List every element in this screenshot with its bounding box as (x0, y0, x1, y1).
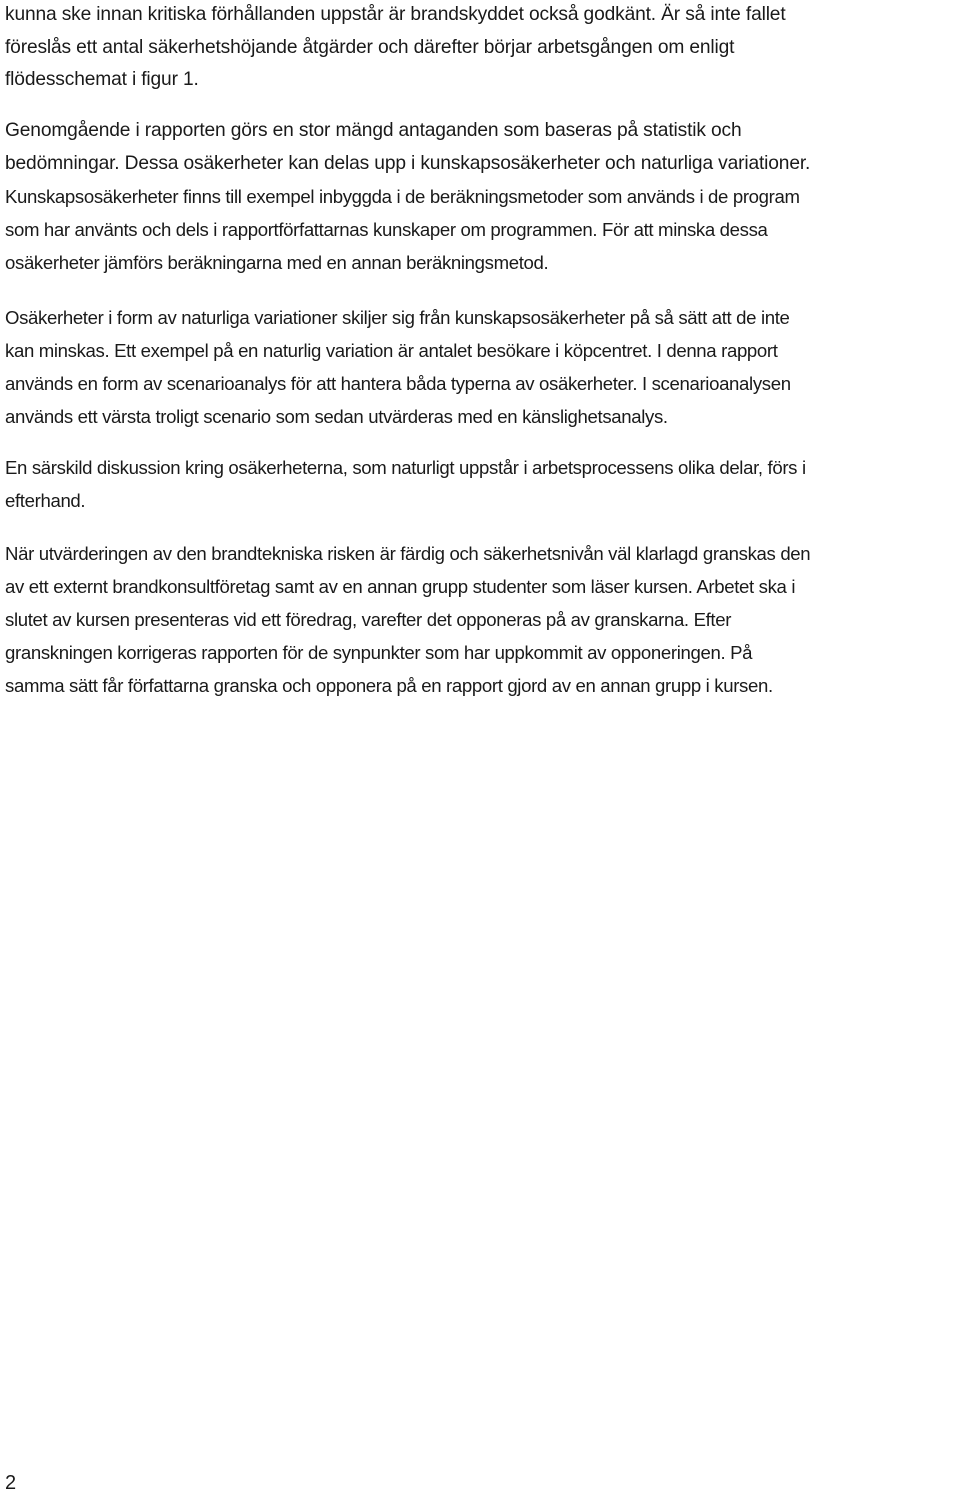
paragraph-diskussion (5, 451, 806, 517)
text-line: kunna ske innan kritiska förhållanden uppstår är brandskyddet också godkänt. Är så inte fallet (5, 4, 786, 25)
text-line: efterhand. (5, 490, 86, 511)
paragraph-antaganden (5, 115, 810, 279)
text-line: En särskild diskussion kring osäkerheterna, som naturligt uppstår i arbetsprocessens olika delar, förs i (5, 457, 806, 478)
text-line: samma sätt får författarna granska och opponera på en rapport gjord av en annan grupp i kursen. (5, 675, 773, 696)
text-line: osäkerheter jämförs beräkningarna med en annan beräkningsmetod. (5, 252, 549, 273)
text-line: slutet av kursen presenteras vid ett föredrag, varefter det opponeras på av granskarna. Efter (5, 609, 732, 630)
text-line: kan minskas. Ett exempel på en naturlig variation är antalet besökare i köpcentret. I denna rapport (5, 340, 778, 361)
text-line: Osäkerheter i form av naturliga variationer skiljer sig från kunskapsosäkerheter på så sätt att de inte (5, 307, 790, 328)
text-line: bedömningar. Dessa osäkerheter kan delas upp i kunskapsosäkerheter och naturliga variationer. (5, 152, 811, 174)
text-line: föreslås ett antal säkerhetshöjande åtgärder och därefter börjar arbetsgången om enligt (5, 36, 735, 58)
text-line: av ett externt brandkonsultföretag samt av en annan grupp studenter som läser kursen. Arbetet ska i (5, 576, 796, 597)
text-line: När utvärderingen av den brandtekniska risken är färdig och säkerhetsnivån väl klarlagd granskas den (5, 543, 811, 564)
text-line: granskningen korrigeras rapporten för de synpunkter som har uppkommit av opponeringen. På (5, 642, 753, 663)
text-line: som har använts och dels i rapportförfattarnas kunskaper om programmen. För att minska dessa (5, 219, 768, 240)
text-line: Genomgående i rapporten görs en stor mängd antaganden som baseras på statistik och (5, 120, 742, 141)
paragraph-naturliga-variationer (5, 301, 791, 433)
text-line: används ett värsta troligt scenario som sedan utvärderas med en känslighetsanalys. (5, 406, 668, 427)
text-line: används en form av scenarioanalys för att hantera båda typerna av osäkerheter. I scenarioanalysen (5, 373, 791, 394)
paragraph-granskning (5, 537, 810, 702)
text-line: flödesschemat i figur 1. (5, 69, 199, 90)
paragraph-brandskydd-godkant (5, 0, 786, 97)
page-number: 2 (5, 1472, 17, 1494)
text-line: Kunskapsosäkerheter finns till exempel inbyggda i de beräkningsmetoder som används i de program (5, 186, 800, 207)
